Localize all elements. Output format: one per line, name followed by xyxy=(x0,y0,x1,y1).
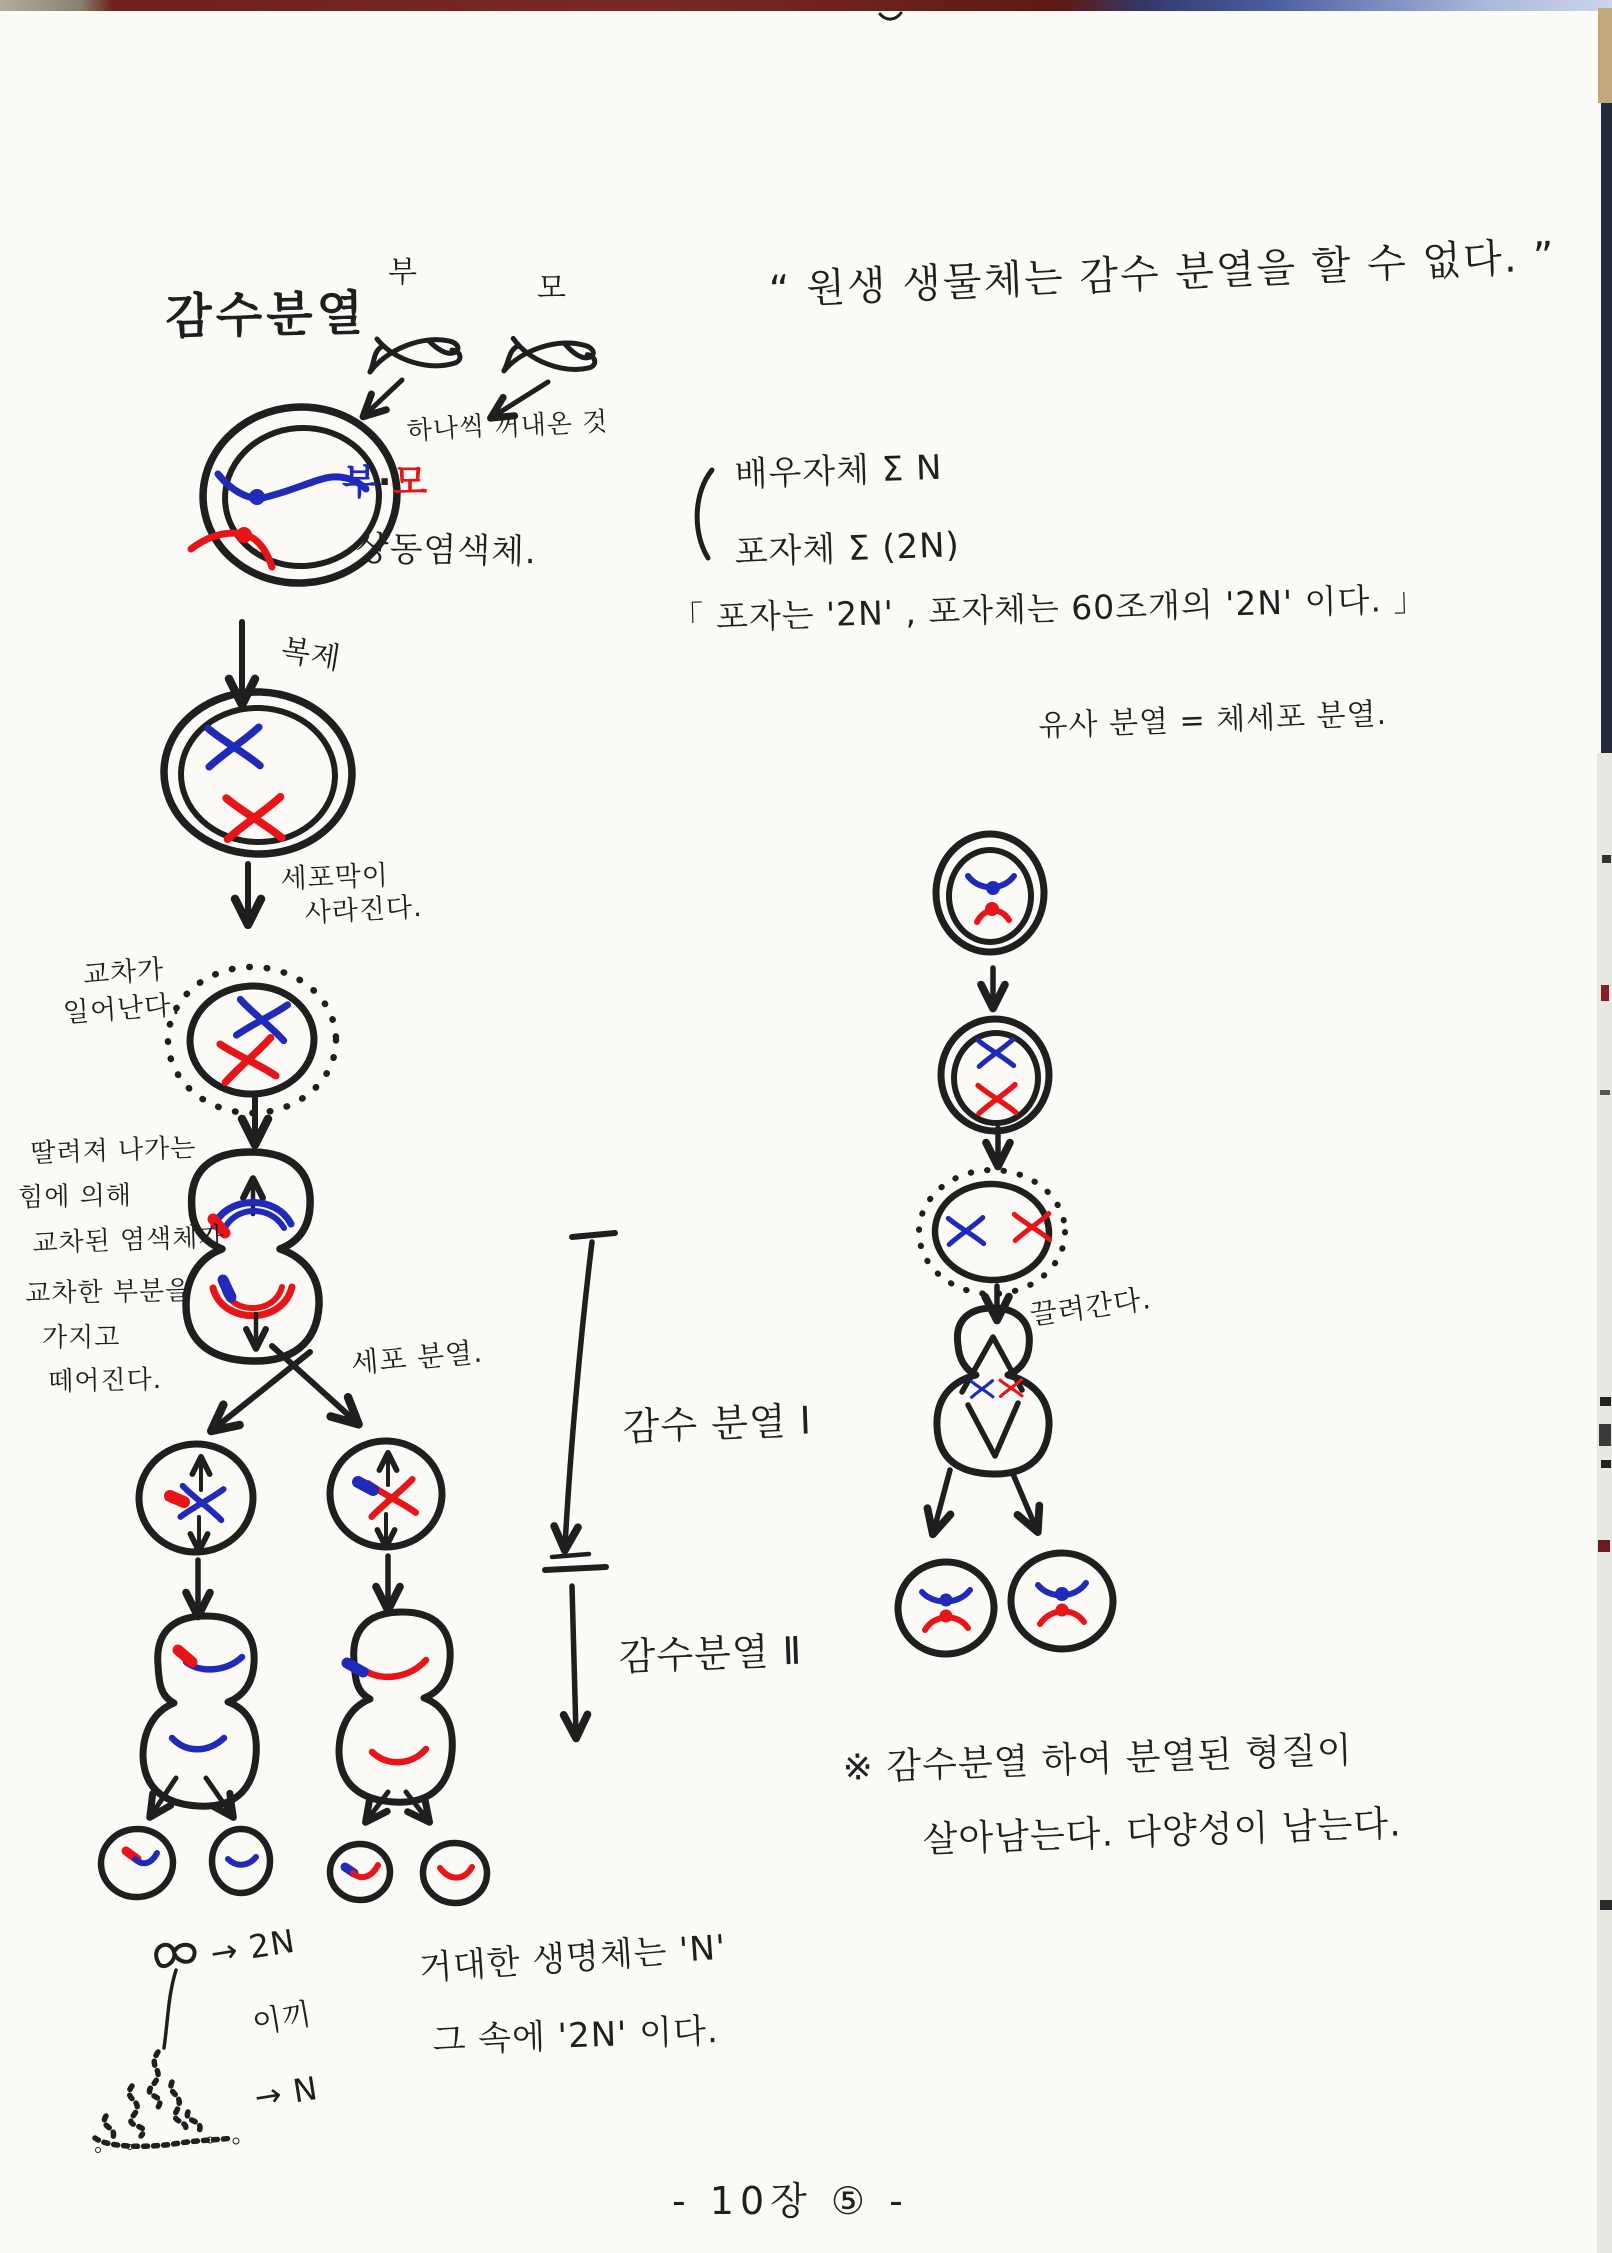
spore-note: 「 포자는 '2N' , 포자체는 60조개의 '2N' 이다. 」 xyxy=(669,579,1428,638)
blue-chromatid xyxy=(172,1738,224,1749)
sporophyte-stalk xyxy=(164,1970,176,2048)
cell-division-label: 세포 분열. xyxy=(349,1335,485,1380)
diversity-line-1: ※ 감수분열 하여 분열된 형질이 xyxy=(842,1730,1354,1789)
cell-replicated xyxy=(161,689,355,857)
pair-dot: · xyxy=(377,462,393,503)
sporophyte-capsule xyxy=(156,1945,174,1966)
red-chromatid xyxy=(372,1749,426,1762)
cell-daughter1-left xyxy=(136,1441,255,1555)
blue-chromosome-x xyxy=(971,1381,993,1398)
cell-r1 xyxy=(936,834,1044,952)
father-extract-arrow xyxy=(366,380,402,414)
father-chromosome-sketch xyxy=(370,339,460,372)
moss-scribble xyxy=(95,2052,232,2146)
pull-note-line-5: 가지고 xyxy=(42,1323,121,1353)
timeline-tick-bar xyxy=(545,1567,606,1570)
extract-note-left: 하나씩 xyxy=(405,411,487,447)
crossover-label-2: 일어난다. xyxy=(62,989,182,1029)
cell-r2 xyxy=(941,1019,1049,1131)
red-crossover-tip xyxy=(170,1496,184,1502)
crossover-label-1: 교차가 xyxy=(82,954,166,991)
parent-chromosome-sketches xyxy=(366,338,596,416)
mitosis-note: 유사 분열 = 체세포 분열. xyxy=(1037,696,1388,744)
red-centromere xyxy=(236,527,252,543)
blue-chromosome-x xyxy=(978,1040,1013,1067)
organism-note-line-2: 그 속에 '2N' 이다. xyxy=(431,2011,720,2061)
timeline-tick-small xyxy=(552,1554,589,1557)
pull-note-line-6: 떼어진다. xyxy=(47,1365,163,1397)
blue-chromatid xyxy=(228,1857,256,1865)
cell-dividing-anaphase1 xyxy=(186,1152,319,1361)
father-label: 부 xyxy=(388,255,418,290)
sporophyte-line: 포자체 Σ (2N) xyxy=(733,525,961,573)
mitosis-right-sequence xyxy=(895,834,1116,1657)
ploidy-brace xyxy=(697,470,712,558)
spindle-top xyxy=(962,1337,1022,1392)
page-number: - 10장 ⑤ - xyxy=(672,2179,909,2223)
mother-chromosome-sketch xyxy=(504,338,596,377)
replication-label: 복제 xyxy=(278,633,344,677)
extract-note-right: 꺼내온 것 xyxy=(493,407,610,443)
pair-mother: 모 xyxy=(392,462,429,503)
red-chromatid xyxy=(364,1660,426,1677)
red-chromatid xyxy=(440,1867,472,1878)
phase-timeline xyxy=(545,1233,615,1734)
cell-mitosis-daughter-left xyxy=(895,1559,997,1657)
membrane-label-2: 사라진다. xyxy=(304,891,424,929)
red-chromosome-x xyxy=(978,1085,1016,1114)
meiosis2-label: 감수분열 Ⅱ xyxy=(617,1628,804,1679)
blue-chromosome-x xyxy=(948,1218,983,1245)
cell-daughter1-right xyxy=(328,1439,444,1549)
page-title: 감수분열 xyxy=(164,285,368,345)
membrane-label-1: 세포막이 xyxy=(280,860,390,895)
blue-crossover-tip xyxy=(347,1663,363,1672)
cell-dividing-anaphase2-left xyxy=(143,1616,256,1806)
blue-centromere xyxy=(249,489,265,505)
pulled-label: 끌려간다. xyxy=(1027,1282,1154,1332)
scan-artifact-squiggle xyxy=(880,13,901,19)
organism-note-line-1: 거대한 생명체는 'N' xyxy=(417,1927,728,1989)
blue-crossover-tip xyxy=(223,1280,231,1297)
blue-chromosome-x xyxy=(208,727,260,767)
spindle-bottom xyxy=(968,1403,1018,1456)
cell-mitosis-daughter-right xyxy=(1009,1550,1116,1651)
gametophyte-line: 배우자체 Σ N xyxy=(733,447,944,495)
meiosis1-label: 감수 분열 Ⅰ xyxy=(621,1398,813,1449)
diversity-line-2: 살아남는다. 다양성이 남는다. xyxy=(922,1803,1403,1861)
moss-sketch xyxy=(95,1945,239,2153)
timeline-top-bar xyxy=(572,1233,615,1237)
cell-r3-dotted xyxy=(919,1170,1065,1294)
blue-crossover-tip xyxy=(358,1482,373,1490)
quote-text: “ 원생 생물체는 감수 분열을 할 수 없다. ” xyxy=(768,233,1557,314)
pair-label xyxy=(342,462,428,503)
mother-label: 모 xyxy=(537,271,567,306)
pull-note-line-3: 교차된 염색체가 xyxy=(31,1222,225,1259)
gamete-cells xyxy=(98,1825,489,1905)
blue-chromosome-x xyxy=(235,998,288,1042)
cell-dividing-anaphase2-right xyxy=(339,1612,452,1802)
cell-spindle xyxy=(937,1308,1049,1474)
pull-note-line-2: 힘에 의해 xyxy=(17,1181,133,1213)
red-chromosome-x xyxy=(226,797,281,839)
red-chromosome-x xyxy=(220,1038,276,1083)
red-crossover-tip xyxy=(178,1650,192,1662)
pull-note-line-4: 교차한 부분을 xyxy=(24,1276,192,1309)
division-arrow-right xyxy=(272,1346,355,1421)
homolog-label: 상동염색체. xyxy=(355,529,538,573)
pair-father: 부 xyxy=(342,462,378,503)
pull-note-line-1: 딸려져 나가는 xyxy=(29,1133,197,1169)
meiosis1-span-arrow xyxy=(565,1242,592,1546)
meiosis2-span-arrow xyxy=(572,1586,576,1734)
red-chromosome-x xyxy=(1014,1214,1049,1241)
cell-crossover xyxy=(168,967,336,1113)
gamete-arrow-1 xyxy=(152,1778,176,1814)
flower-ploidy-label: → 2N xyxy=(207,1921,299,1973)
moss-ploidy-label: → N xyxy=(251,2069,321,2117)
moss-label: 이끼 xyxy=(249,1996,315,2042)
